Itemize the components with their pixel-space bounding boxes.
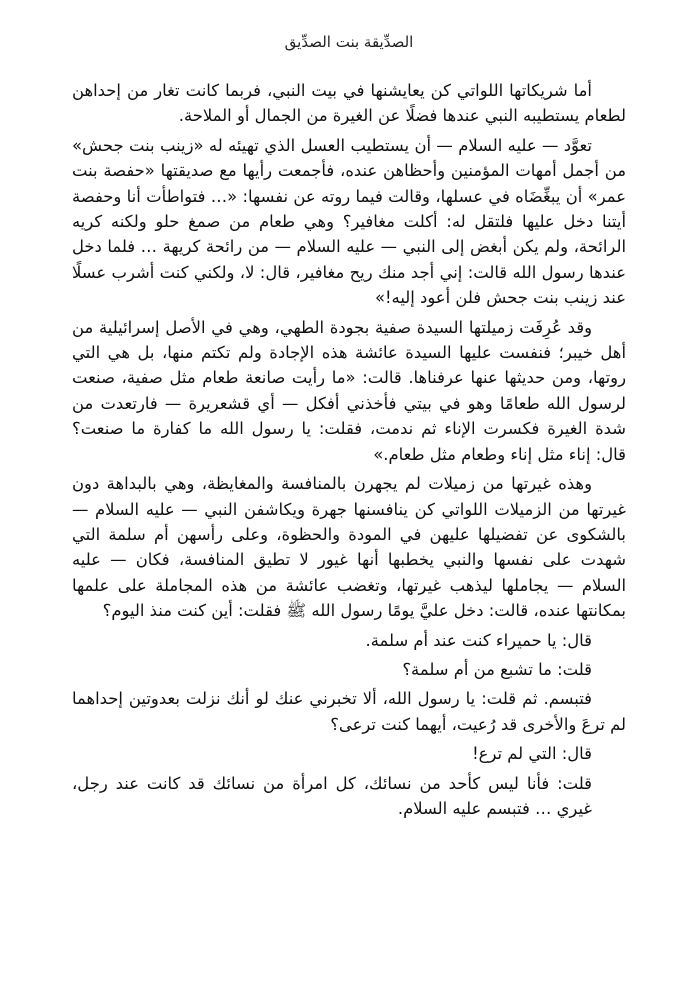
paragraph: فتبسم. ثم قلت: يا رسول الله، ألا تخبرني عنك لو أنك نزلت بعدوتين إحداهما لم ترعَ والأخرى قد رُعيت، أيهما كنت ترعى؟ xyxy=(72,689,626,734)
dialogue-line: قال: يا حميراء كنت عند أم سلمة. xyxy=(365,630,592,650)
paragraph: تعوَّد — عليه السلام — أن يستطيب العسل الذي تهيئه له «زينب بنت جحش» من أجمل أمهات المؤمنين وأحظاهن عنده، فأجمعت رأيها مع صديقتها «حفصة بنت عمر» أن يبغِّضَاه في عسلها، وقالت فيما روته عن نفسها: «… فتواطأت أنا وحفصة أيتنا دخل عليها فلتقل له: أكلت مغافير؟ وهي طعام من صمغ حلو ولكنه كريه الرائحة، ولم يكن أبغض إلى النبي — عليه السلام — من رائحة كريهة … فلما دخل عندها رسول الله قالت: إني أجد منك ريح مغافير، قال: لا، ولكني كنت أشرب عسلًا عند زينب بنت جحش فلن أعود إليه!» xyxy=(72,135,626,308)
paragraph: وقد عُرِفَت زميلتها السيدة صفية بجودة الطهي، وهي في الأصل إسرائيلية من أهل خيبر؛ فنفست عليها السيدة عائشة هذه الإجادة ولم تكتم منها، بل هي التي روتها، ومن حديثها عنها عرفناها. قالت: «ما رأيت صانعة طعام مثل صفية، صنعت لرسول الله طعامًا وهو في بيتي فأخذني أفكل — أي قشعريرة — فارتعدت من شدة الغيرة فكسرت الإناء ثم ندمت، فقلت: يا رسول الله ما كفارة ما صنعت؟ قال: إناء مثل إناء وطعام مثل طعام.» xyxy=(72,317,626,464)
dialogue-line: قلت: فأنا ليس كأحد من نسائك، كل امرأة من نسائك قد كانت عند رجل، غيري … فتبسم عليه السلام. xyxy=(72,773,592,818)
paragraph: وهذه غيرتها من زميلات لم يجهرن بالمنافسة والمغايظة، وهي بالبداهة دون غيرتها من الزميلات اللواتي كن ينافسنها جهرة ويكاشفن النبي — عليه السلام — بالشكوى عن تفضيلها عليهن في المودة والحظوة، وعلى رأسهن أم سلمة التي شهدت على نفسها والنبي يخطبها أنها غيور لا تطيق المنافسة، فكان — عليه السلام — يجاملها ليذهب غيرتها، وتغضب عائشة من هذه المجاملة على علمها بمكانتها عنده، قالت: دخل عليَّ يومًا رسول الله ﷺ فقلت: أين كنت منذ اليوم؟ xyxy=(72,474,626,621)
header-title: الصدِّيقة بنت الصدِّيق xyxy=(284,33,414,51)
body-text xyxy=(72,78,626,821)
running-header xyxy=(72,30,626,78)
dialogue-line: قال: التي لم ترع! xyxy=(472,744,592,764)
paragraph: أما شريكاتها اللواتي كن يعايشنها في بيت النبي، فربما كانت تغار من إحداهن لطعام يستطيبه النبي عندها فضلًا عن الغيرة من الجمال أو الملاحة. xyxy=(72,81,626,126)
dialogue-line: قلت: ما تشبع من أم سلمة؟ xyxy=(402,659,592,679)
